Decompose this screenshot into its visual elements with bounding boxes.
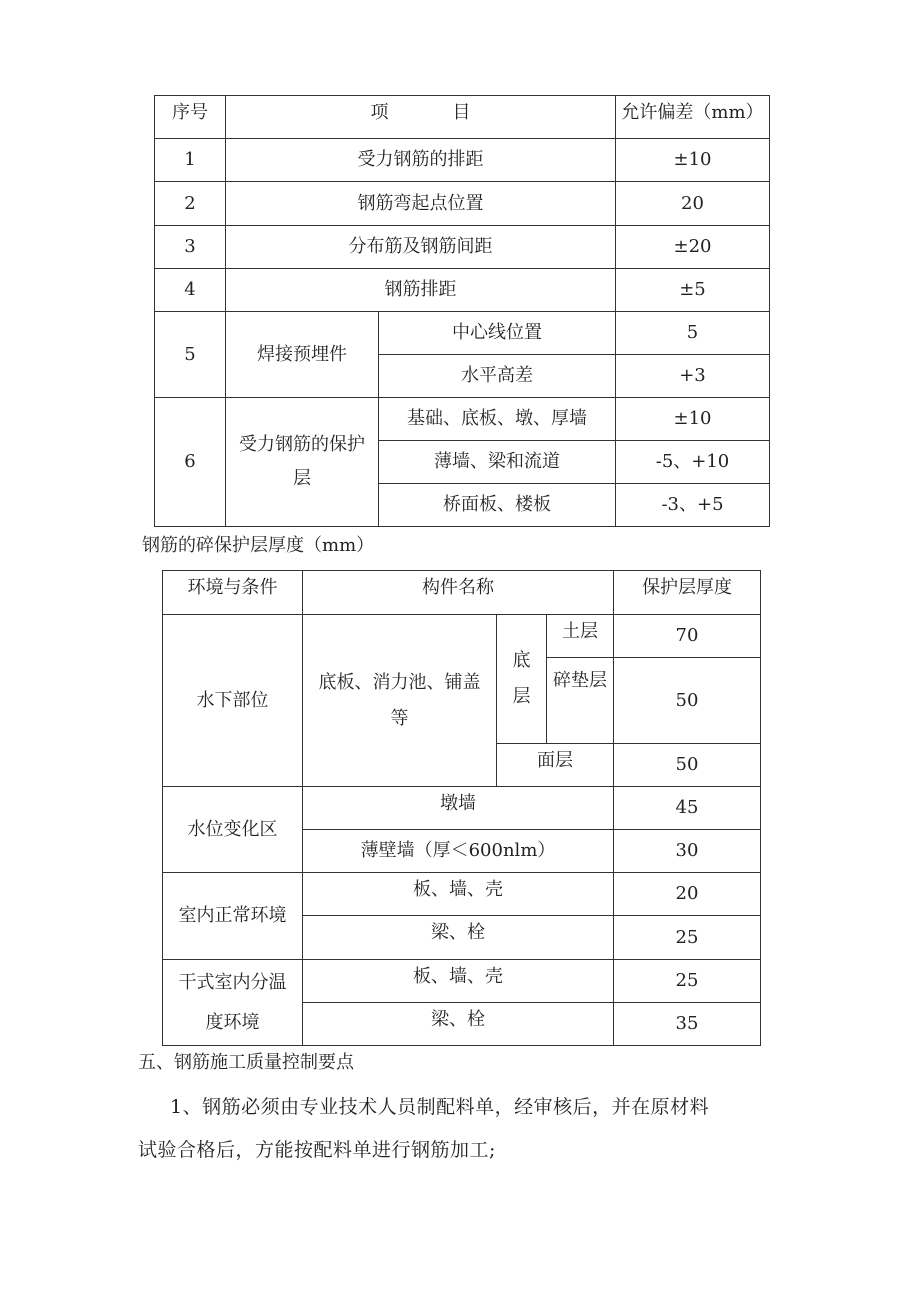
header-cell-environment: 环境与条件	[163, 571, 303, 615]
section-heading: 五、钢筋施工质量控制要点	[138, 1052, 354, 1073]
table-row	[163, 787, 761, 830]
row-subitem: 桥面板、楼板	[379, 484, 616, 527]
row-item: 受力钢筋的保护 层	[226, 398, 379, 527]
row-component: 梁、栓	[303, 1003, 614, 1046]
table-row	[155, 182, 770, 226]
table-row	[155, 139, 770, 182]
row-tolerance: +3	[616, 355, 770, 398]
table-row	[155, 269, 770, 312]
row-tolerance: ±10	[616, 398, 770, 441]
row-no: 1	[155, 139, 226, 182]
row-tolerance: ±20	[616, 226, 770, 269]
row-thickness: 45	[614, 787, 761, 830]
table-row	[163, 615, 761, 658]
header-cell-tolerance: 允许偏差（mm）	[616, 96, 770, 139]
row-item: 钢筋排距	[226, 269, 616, 312]
row-subitem: 薄墙、梁和流道	[379, 441, 616, 484]
header-cell-component: 构件名称	[303, 571, 614, 615]
row-no: 4	[155, 269, 226, 312]
table-row	[155, 226, 770, 269]
row-thickness: 35	[614, 1003, 761, 1046]
row-component: 薄壁墙（厚＜600nlm）	[303, 830, 614, 873]
table-row	[155, 312, 770, 355]
row-tolerance: ±5	[616, 269, 770, 312]
header-cell-thickness: 保护层厚度	[614, 571, 761, 615]
row-no: 6	[155, 398, 226, 527]
row-tolerance: ±10	[616, 139, 770, 182]
row-thickness: 50	[614, 744, 761, 787]
table-header-row	[163, 571, 761, 615]
row-subitem: 中心线位置	[379, 312, 616, 355]
row-component: 底板、消力池、铺盖 等	[303, 615, 497, 787]
row-component: 墩墙	[303, 787, 614, 830]
row-item: 焊接预埋件	[226, 312, 379, 398]
row-component: 板、墙、壳	[303, 873, 614, 916]
row-item: 分布筋及钢筋间距	[226, 226, 616, 269]
header-cell-no: 序号	[155, 96, 226, 139]
table-row	[155, 398, 770, 441]
row-tolerance: -3、+5	[616, 484, 770, 527]
row-no: 5	[155, 312, 226, 398]
row-layer-name: 碎垫层	[547, 658, 614, 744]
row-thickness: 25	[614, 916, 761, 960]
row-no: 3	[155, 226, 226, 269]
row-environment: 室内正常环境	[163, 873, 303, 960]
row-environment: 水位变化区	[163, 787, 303, 873]
row-bottom-layer: 底 层	[497, 615, 547, 744]
row-subitem: 基础、底板、墩、厚墙	[379, 398, 616, 441]
row-tolerance: -5、+10	[616, 441, 770, 484]
row-environment: 水下部位	[163, 615, 303, 787]
row-component: 板、墙、壳	[303, 960, 614, 1003]
table-row	[163, 873, 761, 916]
row-subitem: 水平高差	[379, 355, 616, 398]
row-thickness: 30	[614, 830, 761, 873]
table-caption: 钢筋的碎保护层厚度（mm）	[142, 535, 375, 556]
row-thickness: 50	[614, 658, 761, 744]
row-no: 2	[155, 182, 226, 226]
row-component: 梁、栓	[303, 916, 614, 960]
row-item: 钢筋弯起点位置	[226, 182, 616, 226]
tolerance-table	[154, 95, 770, 527]
row-tolerance: 20	[616, 182, 770, 226]
paragraph-line: 1、钢筋必须由专业技术人员制配料单，经审核后，并在原材料	[170, 1096, 710, 1118]
row-layer-name: 面层	[497, 744, 614, 787]
row-layer-name: 土层	[547, 615, 614, 658]
paragraph-line: 试验合格后，方能按配料单进行钢筋加工;	[138, 1139, 496, 1161]
table-row	[163, 960, 761, 1003]
row-thickness: 70	[614, 615, 761, 658]
row-environment: 干式室内分温 度环境	[163, 960, 303, 1046]
cover-thickness-table	[162, 570, 761, 1046]
table-header-row	[155, 96, 770, 139]
row-item: 受力钢筋的排距	[226, 139, 616, 182]
header-cell-item: 项 目	[226, 96, 616, 139]
row-tolerance: 5	[616, 312, 770, 355]
row-thickness: 20	[614, 873, 761, 916]
row-thickness: 25	[614, 960, 761, 1003]
